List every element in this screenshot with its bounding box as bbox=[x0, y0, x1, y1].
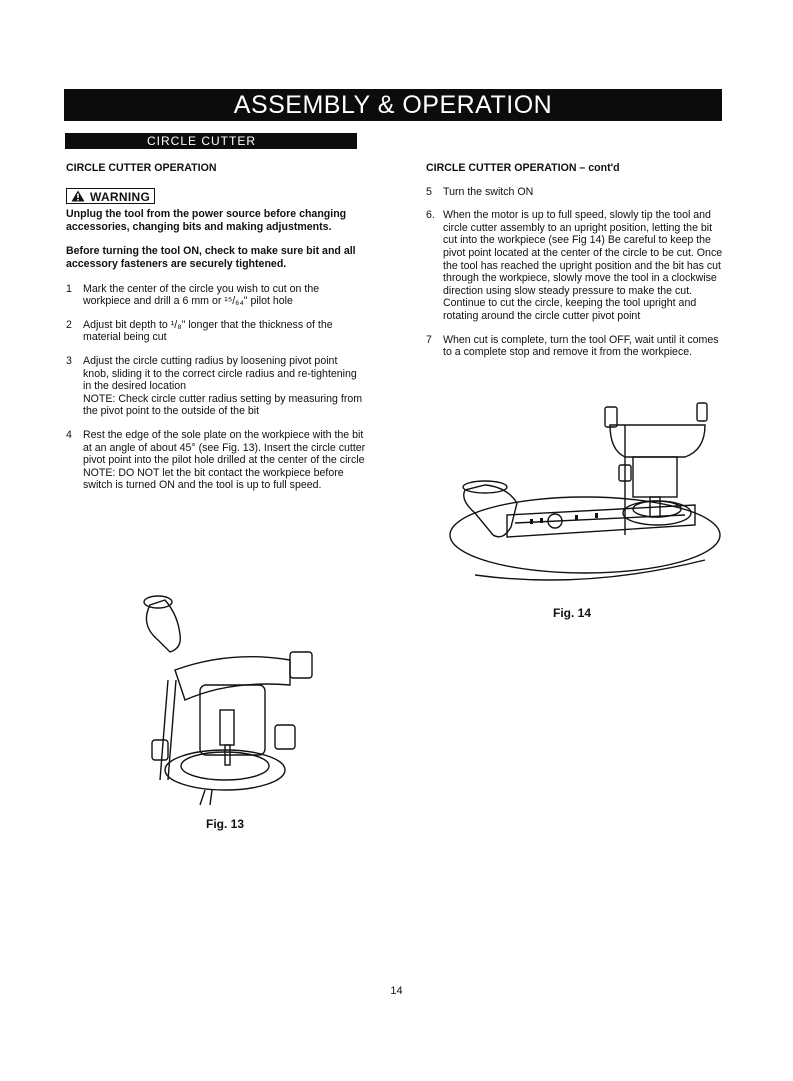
warning-text-1: Unplug the tool from the power source before changing accessories, changing bits and making adjustments. bbox=[66, 208, 347, 233]
step-item bbox=[426, 186, 726, 199]
page-banner bbox=[64, 89, 722, 121]
warning-box bbox=[66, 188, 155, 205]
step-note: NOTE: Check circle cutter radius setting by measuring from the pivot point to the outside of the bit bbox=[83, 392, 363, 418]
section-bar bbox=[65, 133, 357, 149]
step-number: 5 bbox=[426, 185, 432, 198]
step-number: 2 bbox=[66, 318, 72, 331]
left-column bbox=[66, 162, 366, 503]
step-text: Rest the edge of the sole plate on the workpiece with the bit at an angle of about 45° (see Fig. 13). Insert the circle cutter pivot point into the pilot hole drilled at the center of the circle bbox=[83, 428, 366, 467]
step-item bbox=[426, 334, 726, 359]
step-item bbox=[66, 319, 366, 344]
left-steps bbox=[66, 283, 366, 492]
step-number: 6. bbox=[426, 209, 435, 222]
step-item bbox=[66, 355, 366, 418]
step-number: 3 bbox=[66, 354, 72, 367]
step-text: Adjust the circle cutting radius by loosening pivot point knob, sliding it to the correct circle radius and re-tightening in the desired location bbox=[83, 354, 357, 393]
step-item bbox=[66, 283, 366, 308]
step-item bbox=[66, 429, 366, 492]
right-steps bbox=[426, 186, 726, 359]
step-text: When the motor is up to full speed, slowly tip the tool and circle cutter assembly to an upright position, letting the bit cut into the workpiece (see Fig 14) Be careful to keep the pivot point located at the center of the circle to be cut. Once the tool has reached the upright position and the bit has cut through the workpiece, slowly move the tool in a clockwise direction using slow steady pressure to make the cut. Continue to cut the circle, keeping the tool upright and rotating around the circle cutter pivot point bbox=[443, 209, 723, 322]
left-heading: CIRCLE CUTTER OPERATION bbox=[66, 162, 217, 174]
right-heading: CIRCLE CUTTER OPERATION – cont'd bbox=[426, 162, 620, 174]
step-number: 4 bbox=[66, 428, 72, 441]
step-number: 7 bbox=[426, 333, 432, 346]
step-text: Adjust bit depth to ¹/₈" longer that the thickness of the material being cut bbox=[83, 318, 333, 344]
step-text: Mark the center of the circle you wish to cut on the workpiece and drill a 6 mm or ¹⁵/₆₄" pilot hole bbox=[83, 282, 320, 308]
step-note: NOTE: DO NOT let the bit contact the workpiece before switch is turned ON and the tool is up to full speed. bbox=[83, 466, 344, 492]
right-column bbox=[426, 162, 726, 370]
banner-title: ASSEMBLY & OPERATION bbox=[233, 91, 553, 119]
step-text: Turn the switch ON bbox=[443, 185, 534, 198]
step-text: When cut is complete, turn the tool OFF, wait until it comes to a complete stop and remove it from the workpiece. bbox=[443, 333, 719, 359]
fig14-caption: Fig. 14 bbox=[553, 606, 592, 620]
warning-icon bbox=[71, 190, 85, 202]
warning-text-2: Before turning the tool ON, check to make sure bit and all accessory fasteners are securely tightened. bbox=[66, 245, 356, 270]
section-title: CIRCLE CUTTER bbox=[147, 134, 257, 148]
fig13-illustration bbox=[130, 590, 330, 815]
step-item bbox=[426, 209, 726, 322]
step-number: 1 bbox=[66, 282, 72, 295]
fig14-illustration bbox=[445, 395, 735, 600]
fig13-caption: Fig. 13 bbox=[206, 817, 245, 831]
warning-label: WARNING bbox=[90, 189, 151, 204]
page-number: 14 bbox=[390, 985, 403, 997]
